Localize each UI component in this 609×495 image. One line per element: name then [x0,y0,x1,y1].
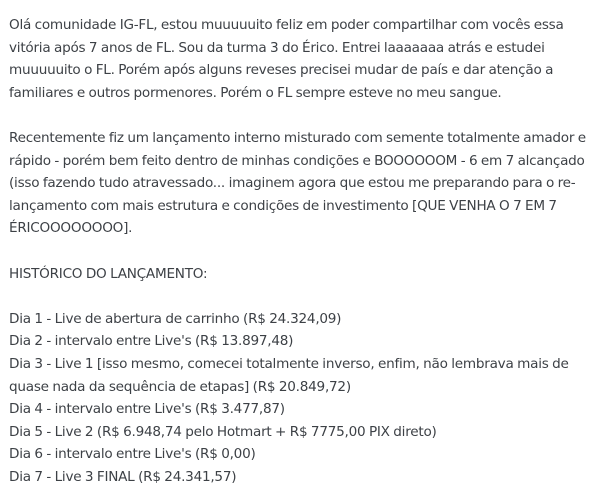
text-line: ÉRICOOOOOOOO]. [9,220,133,237]
text-line: Recentemente fiz um lançamento interno misturado com semente totalmente amador e [9,129,586,146]
text-line: familiares e outros pormenores. Porém o FL sempre esteve no meu sangue. [9,84,502,101]
list-item: Dia 2 - intervalo entre Live's (R$ 13.897,48) [9,333,294,350]
text-line: (isso fazendo tudo atravessado... imaginem agora que estou me preparando para o re- [9,175,576,192]
text-line: lançamento com mais estrutura e condições de investimento [QUE VENHA O 7 EM 7 [9,197,557,214]
text-line: rápido - porém bem feito dentro de minhas condições e BOOOOOOM - 6 em 7 alcançado [9,152,585,169]
text-line: muuuuuito o FL. Porém após alguns reveses precisei mudar de país e dar atenção a [9,62,554,79]
text-line: Olá comunidade IG-FL, estou muuuuuito feliz em poder compartilhar com vocês essa [9,17,564,33]
text-line: vitória após 7 anos de FL. Sou da turma 3 do Érico. Entrei laaaaaaa atrás e estudei [9,39,545,56]
history-heading [9,263,601,286]
list-item: Dia 6 - intervalo entre Live's (R$ 0,00) [9,446,256,463]
list-item: Dia 7 - Live 3 FINAL (R$ 24.341,57) [9,468,237,485]
list-item: Dia 3 - Live 1 [isso mesmo, comecei totalmente inverso, enfim, não lembrava mais de [9,355,569,372]
intro-paragraph [9,14,601,104]
list-item: Dia 5 - Live 2 (R$ 6.948,74 pelo Hotmart + R$ 7775,00 PIX direto) [9,423,437,440]
list-item: quase nada da sequência de etapas] (R$ 20.849,72) [9,378,351,395]
list-item: Dia 1 - Live de abertura de carrinho (R$ 24.324,09) [9,310,342,327]
list-item: Dia 4 - intervalo entre Live's (R$ 3.477,87) [9,401,285,418]
launch-day-list [9,308,601,489]
launch-paragraph [9,127,601,240]
history-heading-text: HISTÓRICO DO LANÇAMENTO: [9,265,208,282]
